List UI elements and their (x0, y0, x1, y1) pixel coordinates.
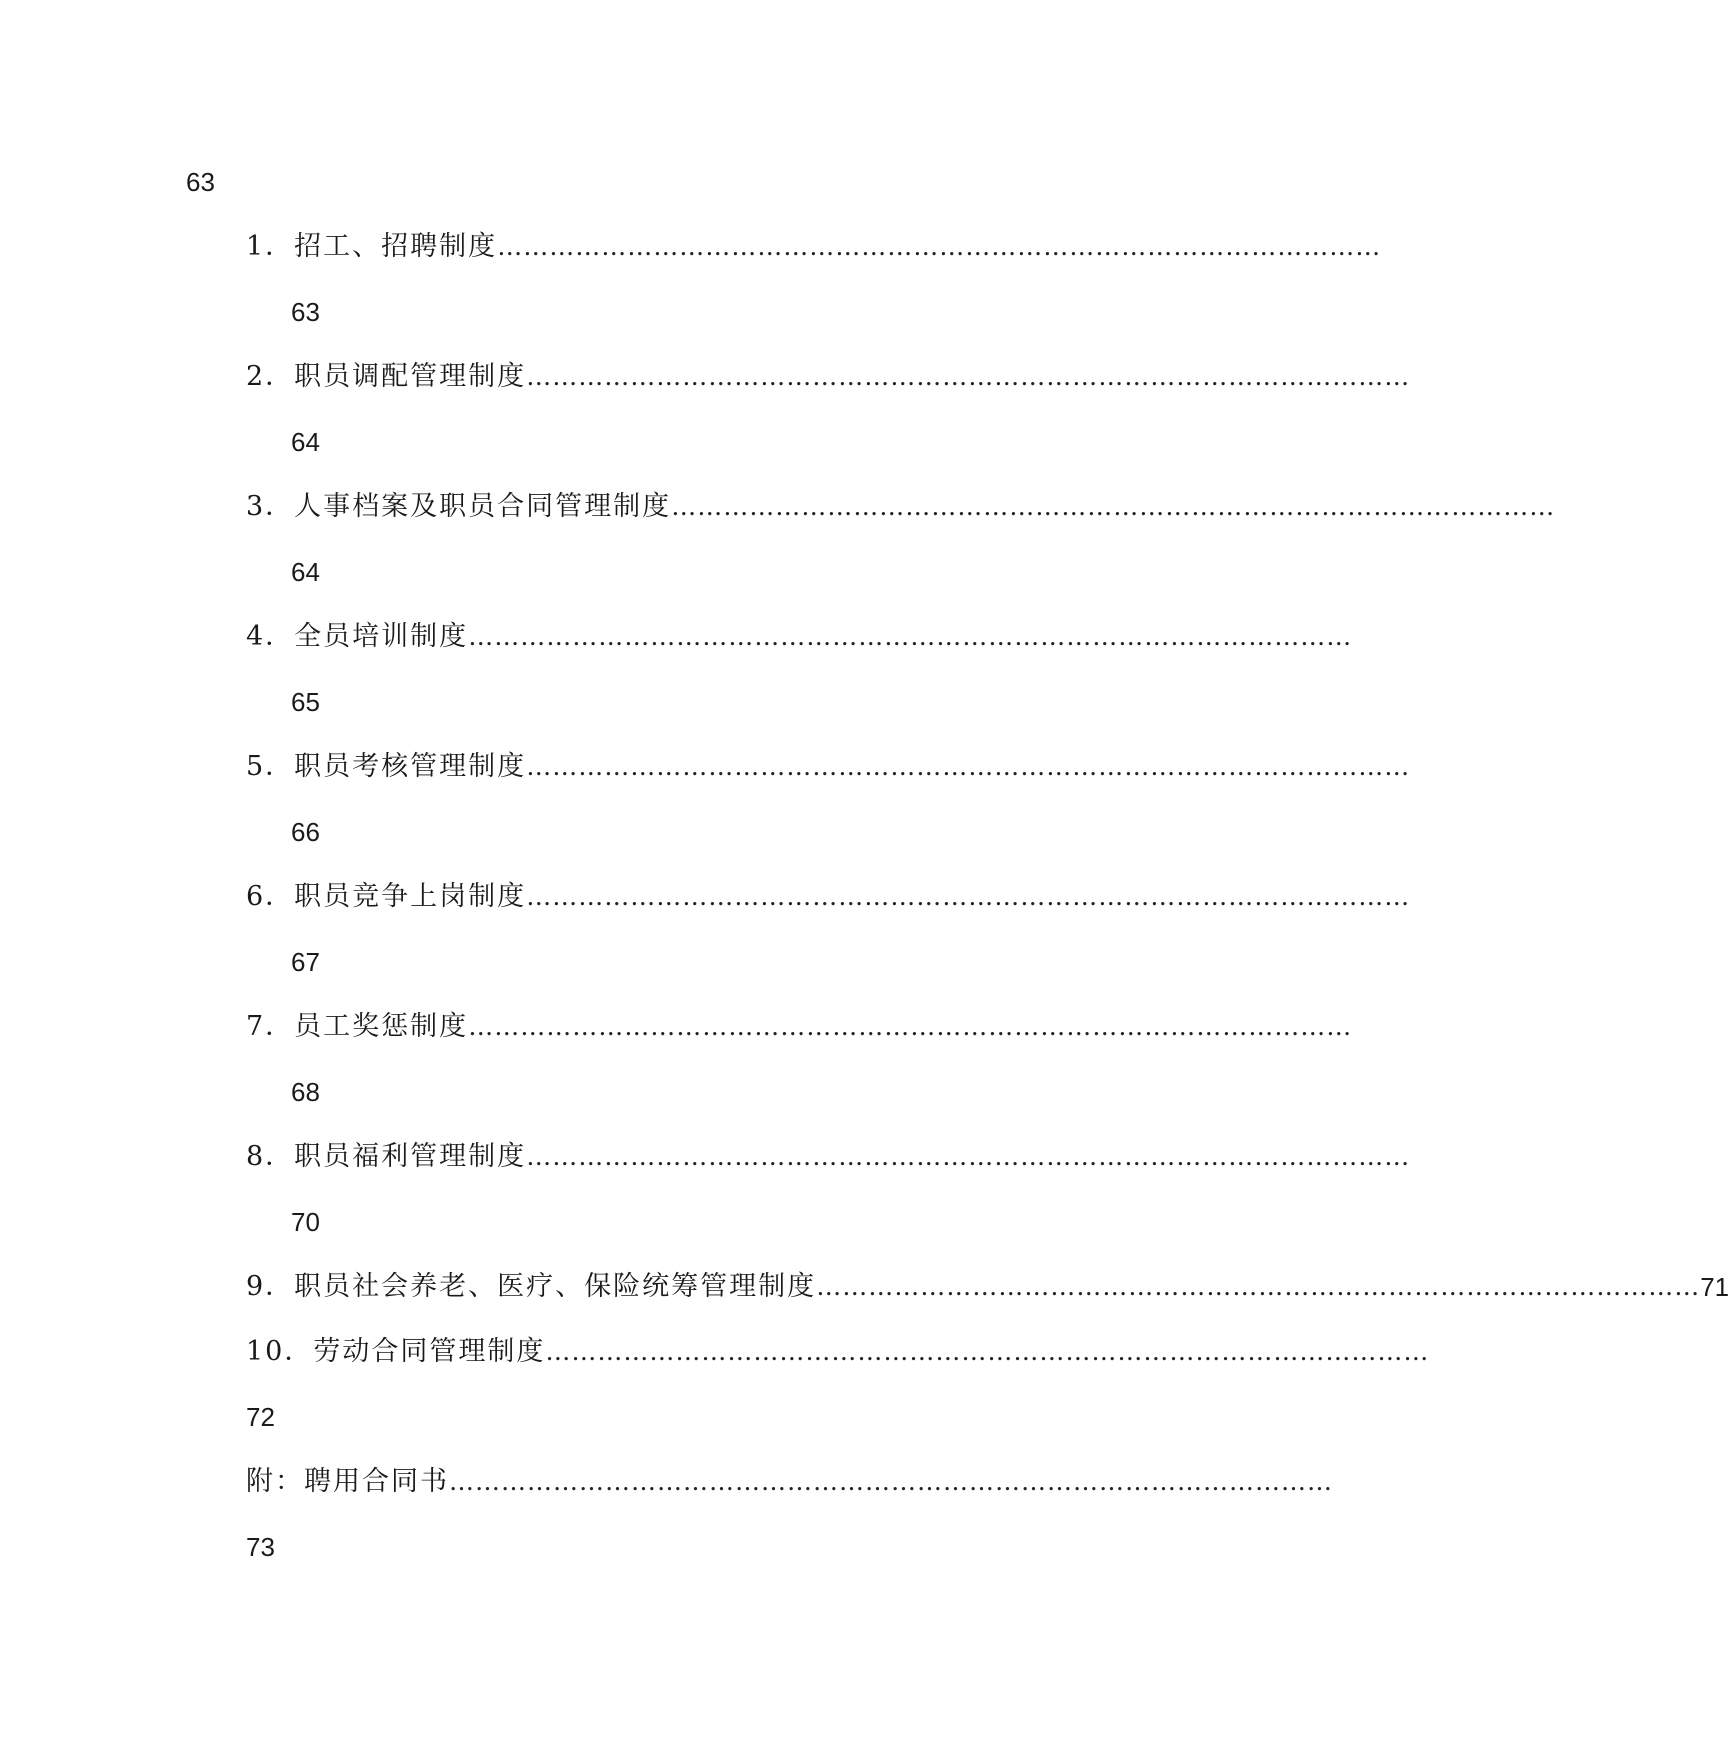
toc-page-number: 64 (291, 557, 320, 587)
toc-page-number: 73 (246, 1532, 275, 1562)
toc-entry-label: 1．招工、招聘制度 (246, 231, 498, 262)
toc-dot-leader: ………………………………………………………………………………………… (526, 362, 1411, 391)
toc-page-number: 65 (291, 687, 320, 717)
toc-dot-leader: ………………………………………………………………………………………… (468, 1012, 1353, 1041)
toc-entry[interactable] (246, 1458, 1333, 1506)
toc-page-number: 63 (291, 297, 320, 327)
toc-entry[interactable] (246, 1263, 1729, 1311)
toc-dot-leader: ………………………………………………………………………………………… (449, 1467, 1333, 1496)
toc-entry-label: 8．职员福利管理制度 (246, 1141, 527, 1172)
toc-page-number: 63 (186, 167, 215, 197)
toc-entry[interactable] (246, 613, 1353, 661)
toc-dot-leader: ………………………………………………………………………………………… (526, 882, 1411, 911)
toc-dot-leader: ………………………………………………………………………………………… (545, 1337, 1430, 1366)
toc-entry-label: 2．职员调配管理制度 (246, 361, 527, 392)
toc-dot-leader: ………………………………………………………………………………………… (526, 1142, 1411, 1171)
toc-entry-label: 6．职员竞争上岗制度 (246, 881, 527, 912)
toc-page-number: 68 (291, 1077, 320, 1107)
toc-page-number: 70 (291, 1207, 320, 1237)
toc-entry-label: 4．全员培训制度 (246, 621, 469, 652)
toc-entry-label: 3．人事档案及职员合同管理制度 (246, 491, 672, 522)
toc-entry[interactable] (246, 1328, 1430, 1376)
toc-entry-label: 5．职员考核管理制度 (246, 751, 527, 782)
toc-entry[interactable] (246, 1003, 1353, 1051)
toc-entry[interactable] (246, 353, 1411, 401)
toc-page-number: 72 (246, 1402, 275, 1432)
toc-dot-leader: ………………………………………………………………………………………… (526, 752, 1411, 781)
toc-entry-label: 附：聘用合同书 (246, 1466, 449, 1497)
toc-page-number: 67 (291, 947, 320, 977)
toc-dot-leader: ………………………………………………………………………………………… (497, 232, 1382, 261)
toc-entry-label: 7．员工奖惩制度 (246, 1011, 469, 1042)
toc-entry[interactable] (246, 1133, 1411, 1181)
toc-page-number: 66 (291, 817, 320, 847)
toc-entry[interactable] (246, 743, 1411, 791)
toc-dot-leader: ………………………………………………………………………………………… (816, 1272, 1701, 1301)
toc-page-number: 71 (1700, 1272, 1729, 1302)
toc-entry-label: 10．劳动合同管理制度 (246, 1336, 546, 1367)
toc-entry[interactable] (246, 483, 1556, 531)
toc-dot-leader: ………………………………………………………………………………………… (671, 492, 1556, 521)
toc-page-number: 64 (291, 427, 320, 457)
toc-entry[interactable] (246, 873, 1411, 921)
toc-entry[interactable] (246, 223, 1382, 271)
toc-entry-label: 9．职员社会养老、医疗、保险统筹管理制度 (246, 1271, 817, 1302)
toc-dot-leader: ………………………………………………………………………………………… (468, 622, 1353, 651)
